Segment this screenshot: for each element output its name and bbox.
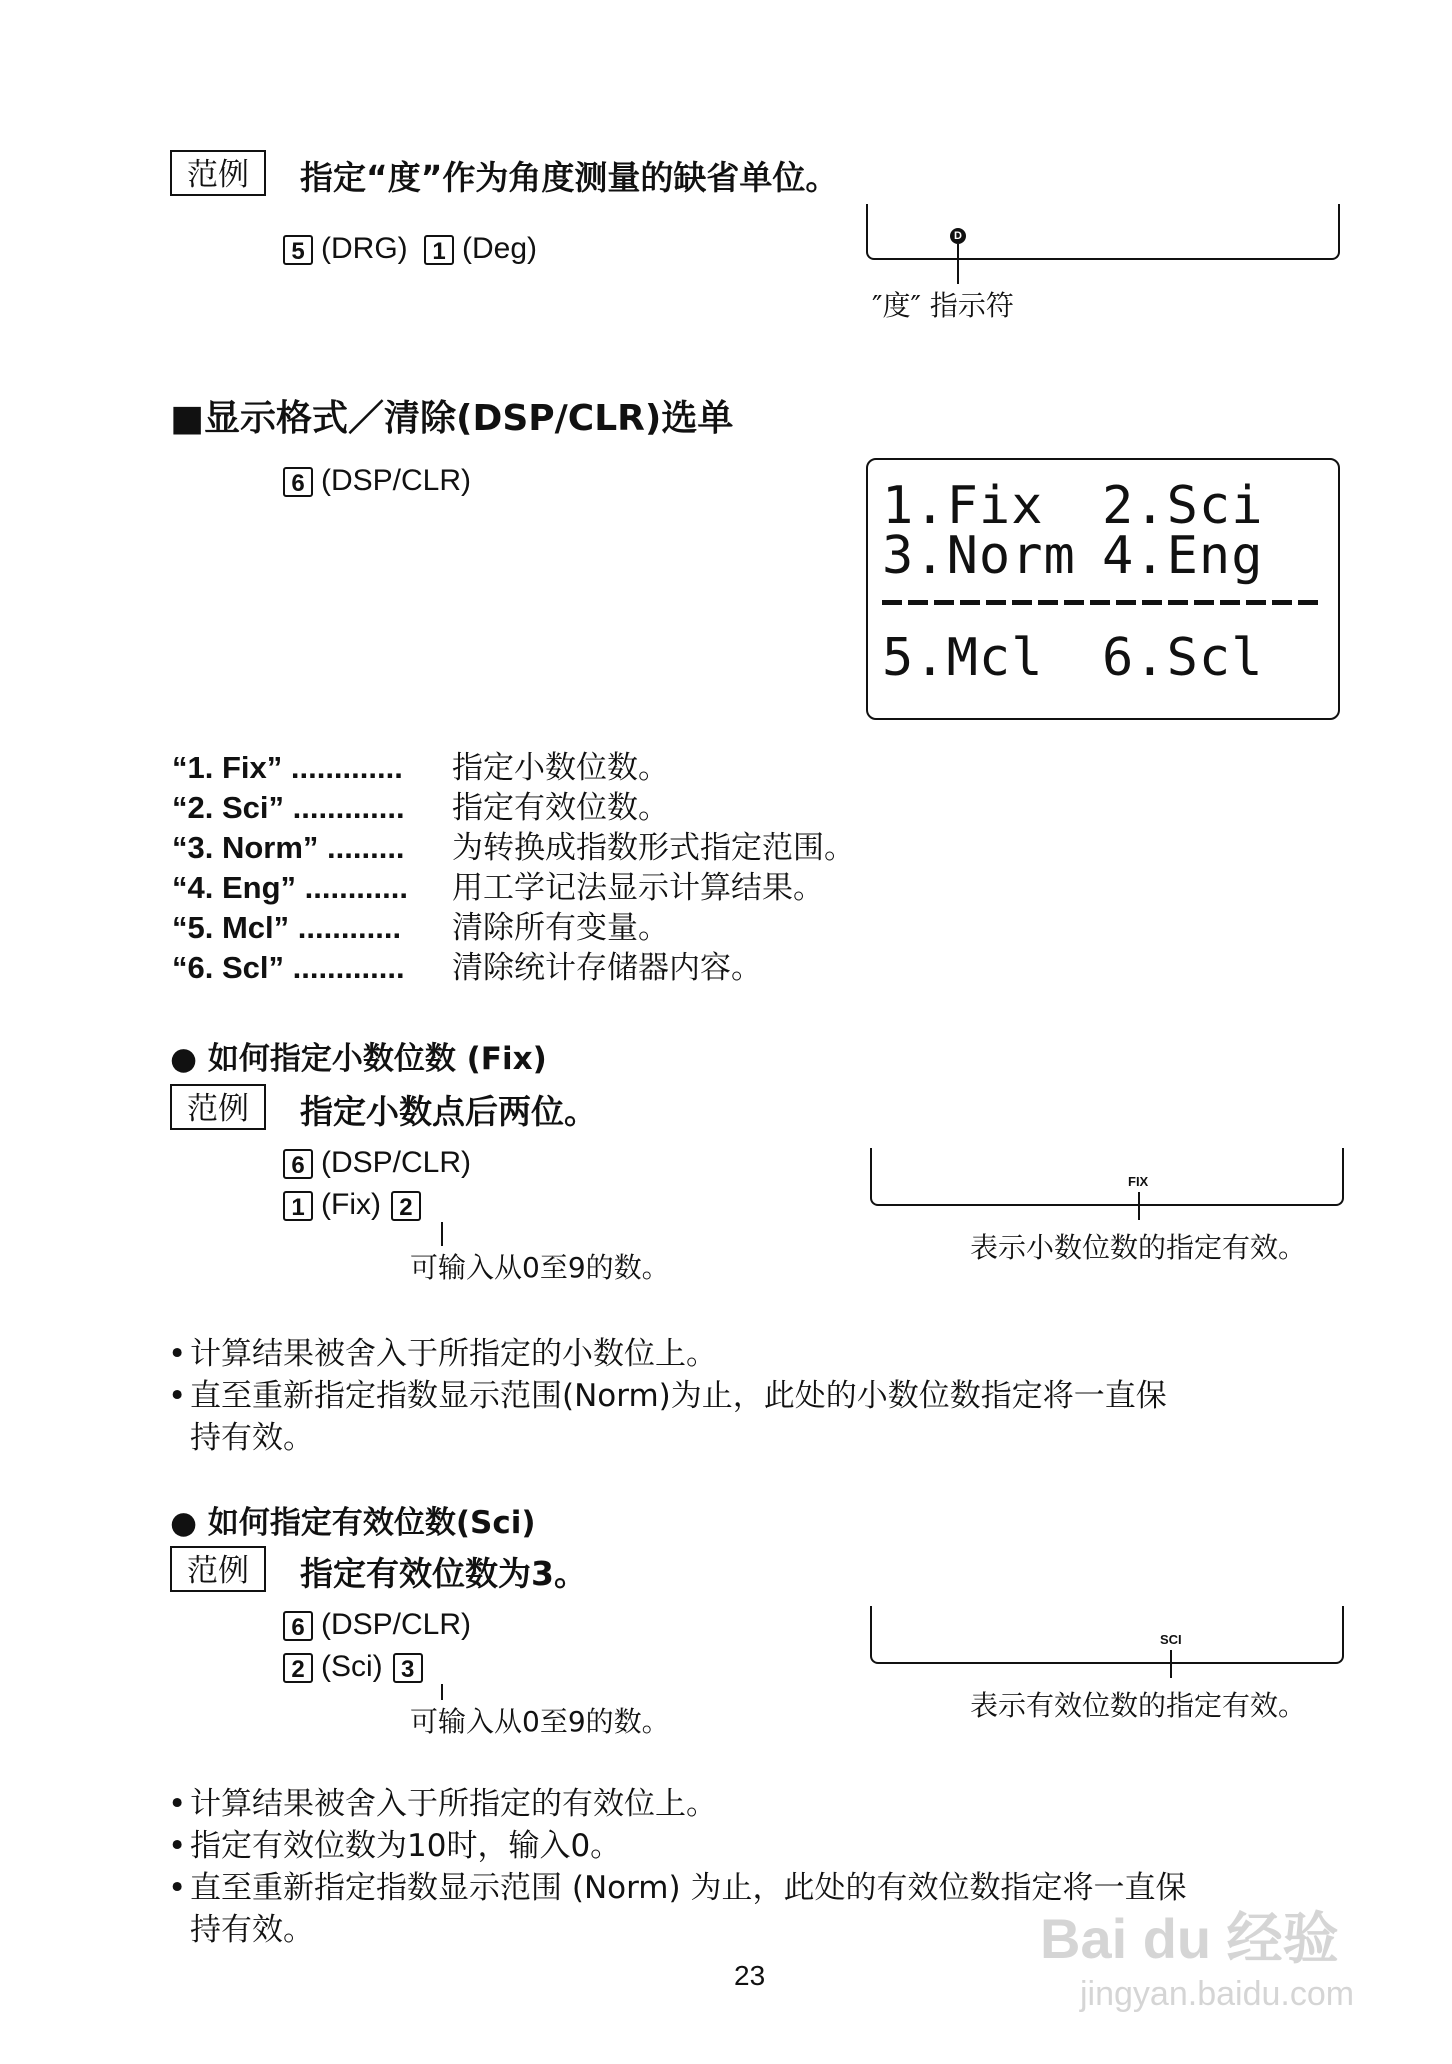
fix-indicator: FIX: [1128, 1174, 1149, 1189]
display-bracket: [870, 1606, 1344, 1664]
key-label: (Sci): [321, 1650, 383, 1683]
key-1: 1: [283, 1191, 313, 1221]
key-1: 1: [424, 235, 454, 265]
key-2: 2: [391, 1191, 421, 1221]
note-pointer: [441, 1684, 443, 1700]
example-tag: 范例: [170, 1084, 266, 1130]
key-label: (DSP/CLR): [321, 464, 472, 497]
display-bracket: [870, 1148, 1344, 1206]
key-6: 6: [283, 1149, 313, 1179]
indicator-caption: 表示小数位数的指定有效。: [970, 1231, 1307, 1264]
indicator-pointer: [957, 244, 959, 284]
list-item: • 计算结果被舍入于所指定的有效位上。: [168, 1786, 717, 1822]
sci-indicator: SCI: [1160, 1632, 1182, 1647]
list-item: “1. Fix” ............. 指定小数位数。: [172, 750, 669, 786]
key-label: (Fix): [321, 1188, 381, 1221]
list-item: • 直至重新指定指数显示范围 (Norm) 为止，此处的有效位数指定将一直保: [168, 1870, 1187, 1906]
lcd-row: 1.Fix 2.Sci: [882, 476, 1264, 536]
key-sequence: [283, 228, 537, 270]
example-title: 指定有效位数为3。: [300, 1554, 587, 1593]
key-label: (DSP/CLR): [321, 1608, 472, 1641]
key-sequence: [283, 1142, 471, 1226]
key-5: 5: [283, 235, 313, 265]
key-6: 6: [283, 1611, 313, 1641]
sci-heading: ● 如何指定有效位数(Sci): [170, 1505, 536, 1541]
key-label: (DRG): [321, 232, 408, 265]
key-sequence: [283, 460, 471, 502]
section-title: ■显示格式／清除(DSP/CLR)选单: [170, 398, 734, 439]
example-title: 指定小数点后两位。: [300, 1092, 597, 1131]
page-number: 23: [734, 1960, 766, 1991]
lcd-divider: [882, 600, 1324, 605]
deg-indicator: D: [950, 228, 966, 244]
list-item-continuation: 持有效。: [190, 1420, 314, 1456]
key-sequence: [283, 1604, 471, 1688]
lcd-row: 3.Norm 4.Eng: [882, 526, 1264, 586]
key-6: 6: [283, 467, 313, 497]
list-item: “2. Sci” ............. 指定有效位数。: [172, 790, 669, 826]
input-range-note: 可输入从0至9的数。: [410, 1705, 670, 1738]
indicator-pointer: [1138, 1192, 1140, 1220]
list-item: • 指定有效位数为10时，输入0。: [168, 1828, 622, 1864]
key-3: 3: [393, 1653, 423, 1683]
example-tag: 范例: [170, 1546, 266, 1592]
list-item: • 计算结果被舍入于所指定的小数位上。: [168, 1336, 717, 1372]
key-label: (DSP/CLR): [321, 1146, 472, 1179]
menu-definition-list: [172, 748, 855, 988]
lcd-row: 5.Mcl 6.Scl: [882, 628, 1264, 688]
key-2: 2: [283, 1653, 313, 1683]
input-range-note: 可输入从0至9的数。: [410, 1251, 670, 1284]
key-label: (Deg): [462, 232, 538, 265]
fix-heading: ● 如何指定小数位数 (Fix): [170, 1041, 547, 1077]
indicator-caption: 表示有效位数的指定有效。: [970, 1689, 1307, 1722]
list-item: • 直至重新指定指数显示范围(Norm)为止，此处的小数位数指定将一直保: [168, 1378, 1167, 1414]
list-item: “5. Mcl” ............ 清除所有变量。: [172, 910, 669, 946]
watermark-brand: Bai du 经验: [1040, 1907, 1339, 1970]
display-bracket: [866, 204, 1340, 260]
example-title: 指定“度”作为角度测量的缺省单位。: [300, 158, 839, 197]
lcd-display: [866, 458, 1340, 720]
list-item: “3. Norm” ......... 为转换成指数形式指定范围。: [172, 830, 855, 866]
list-item: “4. Eng” ............ 用工学记法显示计算结果。: [172, 870, 824, 906]
bullet-list: [168, 1333, 1348, 1459]
indicator-pointer: [1170, 1650, 1172, 1678]
list-item: “6. Scl” ............. 清除统计存储器内容。: [172, 950, 762, 986]
watermark-url: jingyan.baidu.com: [1080, 1975, 1355, 2013]
example-tag: 范例: [170, 150, 266, 196]
indicator-caption: ″度″ 指示符: [872, 289, 1014, 322]
list-item-continuation: 持有效。: [190, 1912, 314, 1948]
note-pointer: [441, 1222, 443, 1246]
